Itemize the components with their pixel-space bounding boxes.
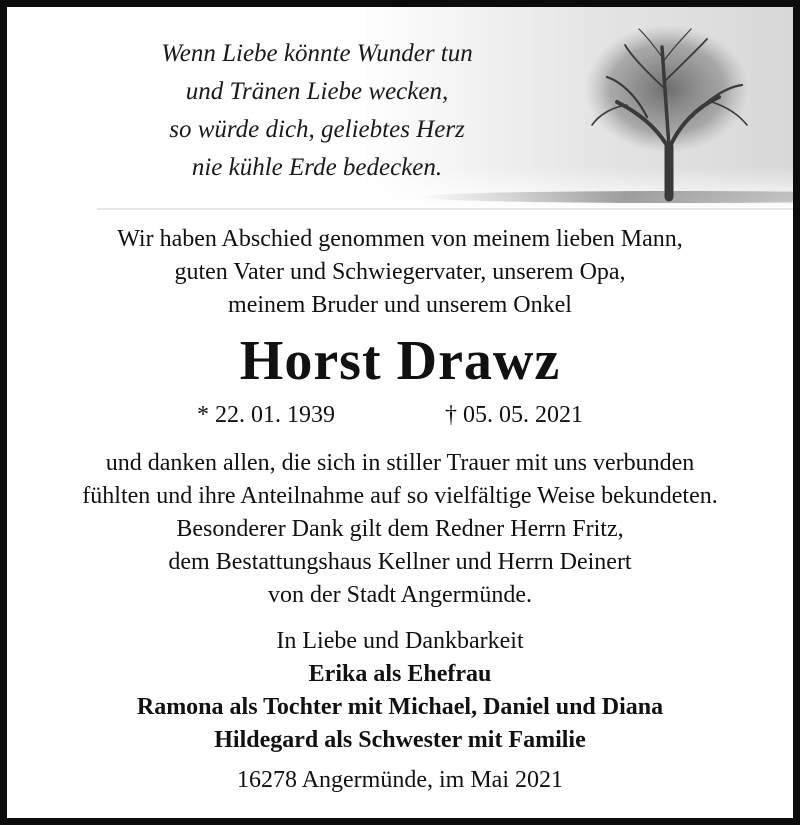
intro-line: guten Vater und Schwiegervater, unserem Opa, bbox=[174, 259, 626, 285]
family-greeting: In Liebe und Dankbarkeit bbox=[276, 628, 524, 654]
family-member: Erika als Ehefrau bbox=[308, 661, 492, 687]
memorial-poem bbox=[67, 35, 567, 187]
family-member: Ramona als Tochter mit Michael, Daniel und Diana bbox=[136, 694, 664, 720]
thanks-line: dem Bestattungshaus Kellner und Herrn Deinert bbox=[168, 549, 632, 575]
family-member: Hildegard als Schwester mit Familie bbox=[214, 727, 586, 753]
thanks-line: und danken allen, die sich in stiller Trauer mit uns verbunden bbox=[105, 450, 695, 476]
thanks-line: von der Stadt Angermünde. bbox=[268, 582, 532, 608]
poem-line: nie kühle Erde bedecken. bbox=[191, 154, 443, 181]
deceased-name: Horst Drawz bbox=[239, 330, 561, 392]
death-date: † 05. 05. 2021 bbox=[445, 402, 583, 428]
poem-line: Wenn Liebe könnte Wunder tun bbox=[161, 40, 473, 67]
intro-line: Wir haben Abschied genommen von meinem lieben Mann, bbox=[117, 226, 683, 252]
poem-line: so würde dich, geliebtes Herz bbox=[169, 116, 465, 143]
thanks-line: Besonderer Dank gilt dem Redner Herrn Fritz, bbox=[176, 516, 624, 542]
thanks-line: fühlten und ihre Anteilnahme auf so vielfältige Weise bekundeten. bbox=[82, 483, 718, 509]
thanks-text bbox=[7, 447, 793, 612]
header-banner bbox=[7, 7, 793, 217]
family-signature bbox=[7, 625, 793, 757]
farewell-text bbox=[7, 223, 793, 322]
birth-date: * 22. 01. 1939 bbox=[197, 402, 335, 428]
intro-line: meinem Bruder und unserem Onkel bbox=[228, 292, 572, 318]
poem-line: und Tränen Liebe wecken, bbox=[185, 78, 449, 105]
place-and-date: 16278 Angermünde, im Mai 2021 bbox=[237, 767, 563, 793]
